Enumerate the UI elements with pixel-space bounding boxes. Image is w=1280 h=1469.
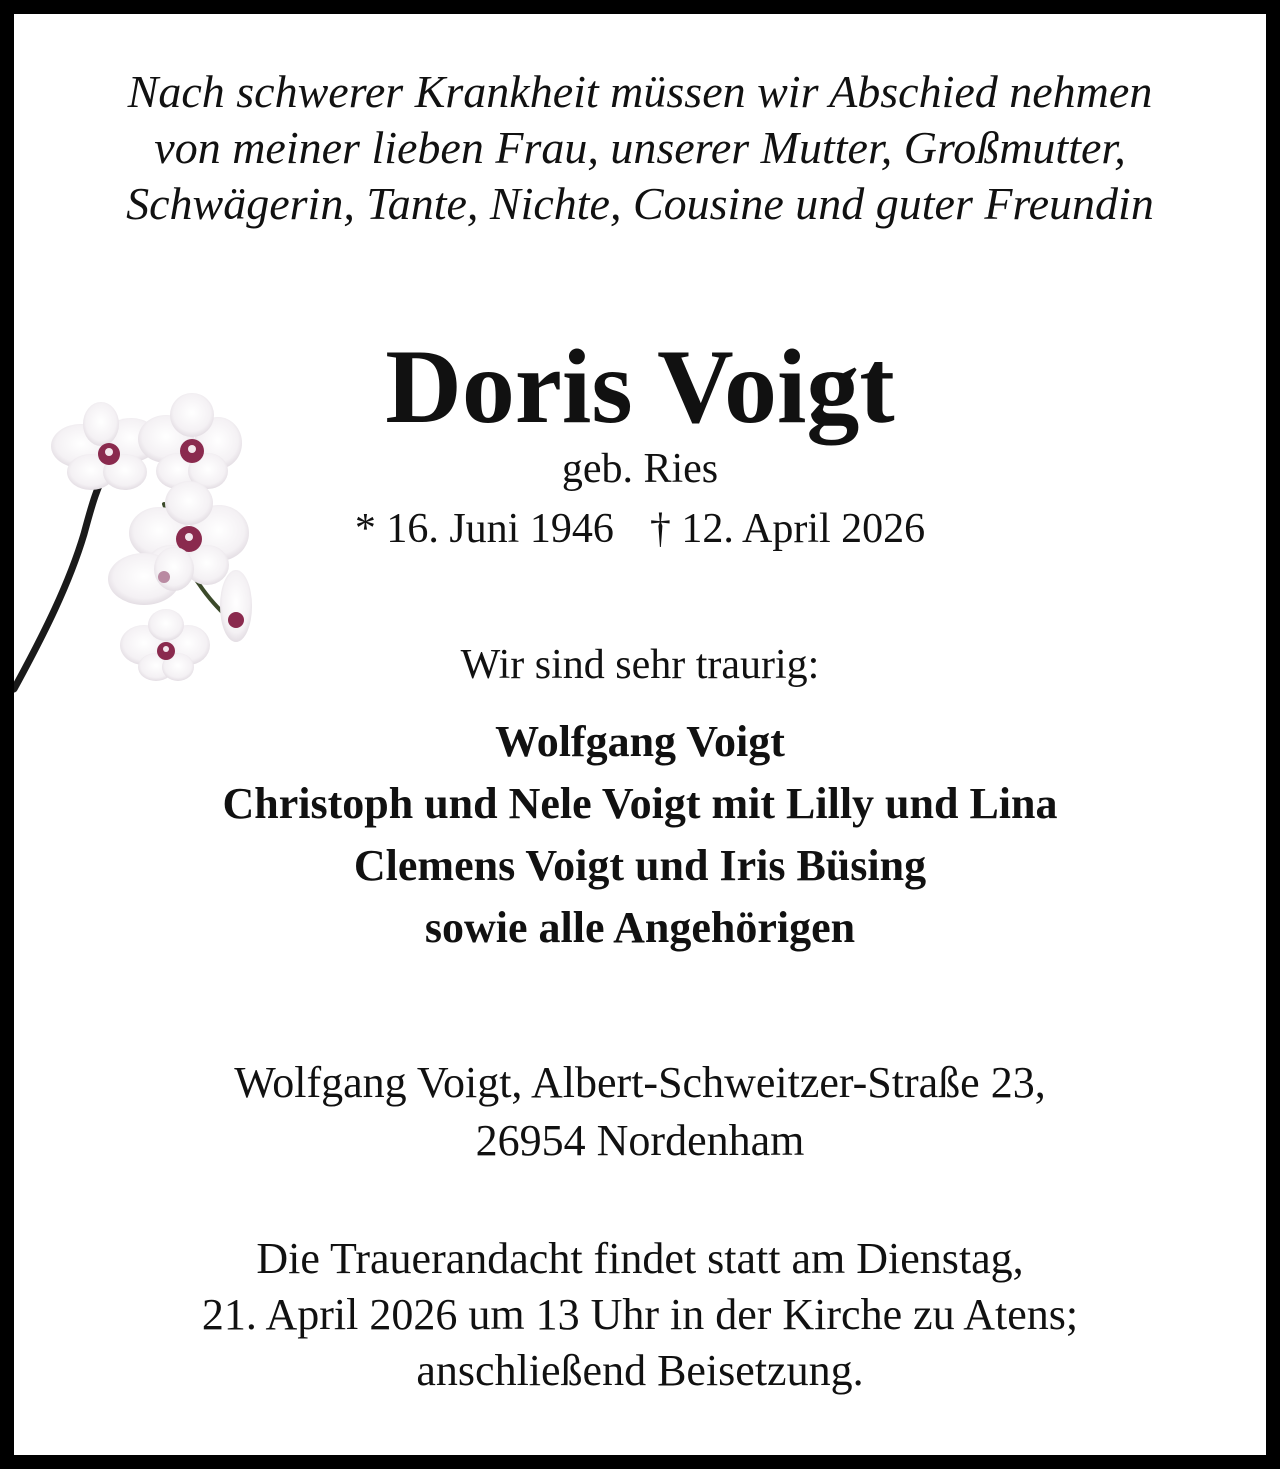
address-line-2: 26954 Nordenham — [475, 1116, 805, 1165]
maiden-name: geb. Ries — [561, 446, 719, 492]
birth-date: * 16. Juni 1946 — [354, 506, 614, 552]
mourner-line-2: Christoph und Nele Voigt mit Lilly und Lina — [222, 779, 1058, 828]
mourner-line-1: Wolfgang Voigt — [495, 717, 785, 766]
death-date: † 12. April 2026 — [649, 506, 926, 552]
intro-line-2: von meiner lieben Frau, unserer Mutter, Großmutter, — [154, 122, 1126, 173]
sad-line: Wir sind sehr traurig: — [460, 642, 820, 688]
deceased-name: Doris Voigt — [385, 328, 895, 445]
service-line-2: 21. April 2026 um 13 Uhr in der Kirche zu Atens; — [201, 1290, 1079, 1339]
intro-line-3: Schwägerin, Tante, Nichte, Cousine und guter Freundin — [126, 178, 1154, 229]
mourner-line-3: Clemens Voigt und Iris Büsing — [353, 841, 927, 890]
service-line-1: Die Trauerandacht findet statt am Dienstag, — [256, 1234, 1024, 1283]
service-line-3: anschließend Beisetzung. — [416, 1346, 864, 1395]
mourner-line-4: sowie alle Angehörigen — [424, 903, 856, 952]
address-line-1: Wolfgang Voigt, Albert-Schweitzer-Straße 23, — [234, 1058, 1046, 1107]
intro-line-1: Nach schwerer Krankheit müssen wir Abschied nehmen — [127, 66, 1153, 117]
obituary-card — [14, 14, 1266, 1455]
life-dates — [14, 504, 1266, 554]
